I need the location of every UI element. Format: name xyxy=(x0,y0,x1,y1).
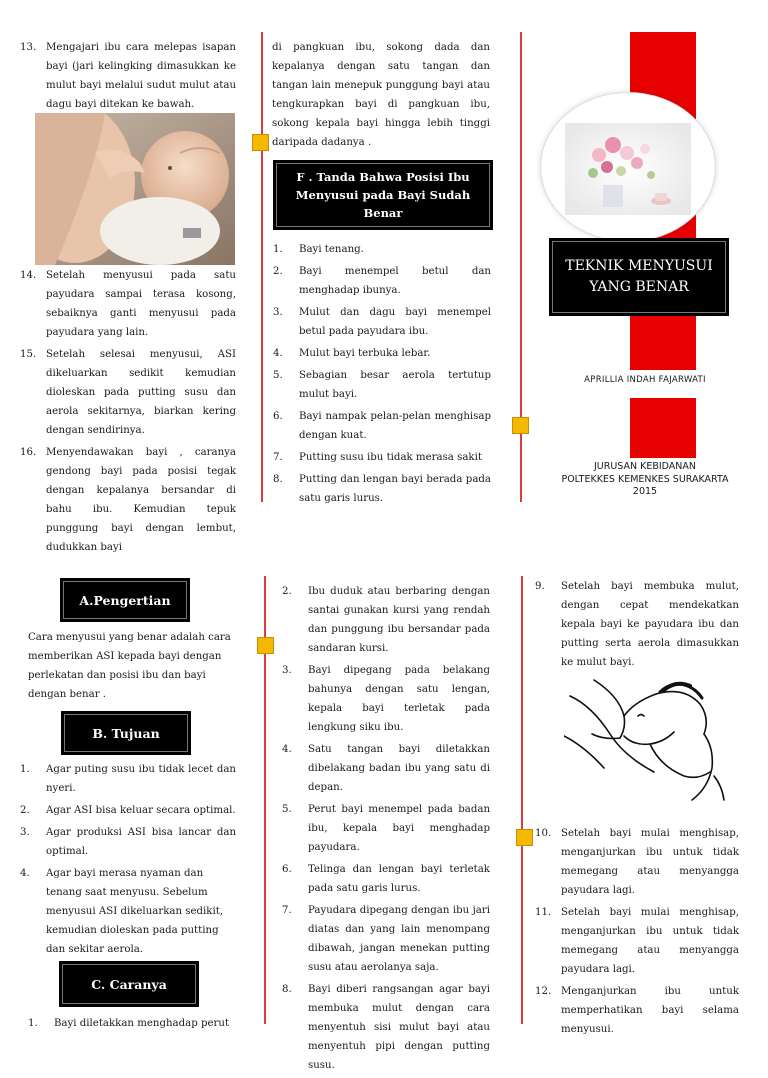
marker-square xyxy=(257,637,274,654)
list-item: 3. Agar produksi ASI bisa lancar dan optimal. xyxy=(20,827,236,857)
section-b-list xyxy=(20,760,236,962)
item-9 xyxy=(535,577,739,675)
list-item: 7. Putting susu ibu tidak merasa sakit xyxy=(273,452,482,463)
breastfeeding-photo-illustration xyxy=(35,113,235,265)
list-item: 4. Mulut bayi terbuka lebar. xyxy=(273,348,431,359)
list-item: 16. Menyendawakan bayi , caranya gendong bayi pada posisi tegak dengan kepalanya bersandar di bahu ibu. Kemudian tepuk punggung bayi dengan lembut, dudukkan bayi xyxy=(20,447,236,553)
cover-author: APRILLIA INDAH FAJARWATI xyxy=(584,375,706,385)
section-a-text: Cara menyusui yang benar adalah cara memberikan ASI kepada bayi dengan perlekatan dan posisi ibu dan bayi dengan benar . xyxy=(28,632,231,700)
marker-square xyxy=(512,417,529,434)
list-item: 6. Bayi nampak pelan-pelan menghisap dengan kuat. xyxy=(273,411,491,441)
top-left-column xyxy=(20,38,236,117)
list-item: 1. Agar puting susu ibu tidak lecet dan nyeri. xyxy=(20,764,236,794)
list-item: 14. Setelah menyusui pada satu payudara sampai terasa kosong, sebaiknya ganti menyusui pada payudara yang lain. xyxy=(20,270,236,338)
section-c-title: C. Caranya xyxy=(59,961,199,1007)
section-c-list xyxy=(282,582,490,1078)
list-item: 12. Menganjurkan ibu untuk memperhatikan bayi selama menyusui. xyxy=(535,986,739,1035)
cover-flower-circle xyxy=(540,92,716,242)
section-f-list xyxy=(273,240,491,511)
breastfeeding-latch-drawing xyxy=(564,676,728,808)
divider-top-left xyxy=(261,32,263,502)
list-item: 13. Mengajari ibu cara melepas isapan bayi (jari kelingking dimasukkan ke mulut bayi melalui sudut mulut atau dagu bayi ditekan ke bawah. xyxy=(20,42,236,110)
list-item: 5. Perut bayi menempel pada badan ibu, kepala bayi menghadap payudara. xyxy=(282,804,490,853)
list-item: 8. Putting dan lengan bayi berada pada satu garis lurus. xyxy=(273,474,491,504)
list-item: 2. Ibu duduk atau berbaring dengan santai gunakan kursi yang rendah dan punggung ibu bersandar pada sandaran kursi. xyxy=(282,586,490,654)
cover-institution: JURUSAN KEBIDANAN POLTEKKES KEMENKES SURAKARTA 2015 xyxy=(561,461,729,497)
section-c-cut-item: 1. Bayi diletakkan menghadap perut xyxy=(28,1018,230,1029)
list-item: 7. Payudara dipegang dengan ibu jari diatas dan yang lain menompang dibawah, jangan menekan putting susu atau aerolanya saja. xyxy=(282,905,490,973)
list-item: 9. Setelah bayi membuka mulut, dengan cepat mendekatkan kepala bayi ke payudara ibu dan putting serta aerola dimasukkan ke mulut bayi. xyxy=(535,581,739,668)
list-item: 6. Telinga dan lengan bayi terletak pada satu garis lurus. xyxy=(282,864,490,894)
section-a-title: A.Pengertian xyxy=(60,578,190,622)
list-item: 10. Setelah bayi mulai menghisap, menganjurkan ibu untuk tidak memegang atau menyangga payudara lagi. xyxy=(535,828,739,896)
section-f-title: F . Tanda Bahwa Posisi Ibu Menyusui pada Bayi Sudah Benar xyxy=(273,160,493,230)
cover-red-block xyxy=(630,398,696,458)
list-item: 2. Bayi menempel betul dan menghadap ibunya. xyxy=(273,266,491,296)
list-item: 4. Agar bayi merasa nyaman dan tenang saat menyusu. Sebelum menyusui ASI dikeluarkan sedikit, kemudian dioleskan pada putting dan sekitar aerola. xyxy=(20,868,224,955)
cover-title: TEKNIK MENYUSUI YANG BENAR xyxy=(549,238,729,316)
list-top-left xyxy=(20,266,236,557)
latch-illustration xyxy=(564,676,728,808)
list-item: 3. Mulut dan dagu bayi menempel betul pada payudara ibu. xyxy=(273,307,491,337)
section-b-title: B. Tujuan xyxy=(61,711,191,755)
marker-square xyxy=(516,829,533,846)
list-item: 11. Setelah bayi mulai menghisap, menganjurkan ibu untuk tidak memegang atau menyangga payudara lagi. xyxy=(535,907,739,975)
top-left-column-continued xyxy=(20,266,236,560)
list-item: 4. Satu tangan bayi diletakkan dibelakang badan ibu yang satu di depan. xyxy=(282,744,490,793)
list-item: 1. Bayi tenang. xyxy=(273,244,364,255)
list-item: 8. Bayi diberi rangsangan agar bayi membuka mulut dengan cara menyentuh sisi mulut bayi atau menyentuh pipi dengan putting susu. xyxy=(282,984,490,1071)
flower-bouquet-icon xyxy=(541,93,715,241)
list-item: 3. Bayi dipegang pada belakang bahunya dengan satu lengan, kepala bayi terletak pada lengkung siku ibu. xyxy=(282,665,490,733)
list-item: 15. Setelah selesai menyusui, ASI dikeluarkan sedikit kemudian dioleskan pada putting susu dan aerola sekitarnya, biarkan kering dengan sendirinya. xyxy=(20,349,236,436)
items-10-12 xyxy=(535,824,739,1042)
marker-square xyxy=(252,134,269,151)
continued-paragraph: di pangkuan ibu, sokong dada dan kepalanya dengan satu tangan dan tangan lain menepuk punggung bayi atau tengkurapkan bayi di pangkuan ibu, sokong kepala bayi hingga lebih tinggi daripada dadanya . xyxy=(272,42,490,148)
list-top-left-first xyxy=(20,38,236,114)
list-item: 5. Sebagian besar aerola tertutup mulut bayi. xyxy=(273,370,491,400)
divider-bottom-right xyxy=(521,576,523,1024)
list-item: 2. Agar ASI bisa keluar secara optimal. xyxy=(20,805,236,816)
breastfeeding-photo xyxy=(35,113,235,265)
